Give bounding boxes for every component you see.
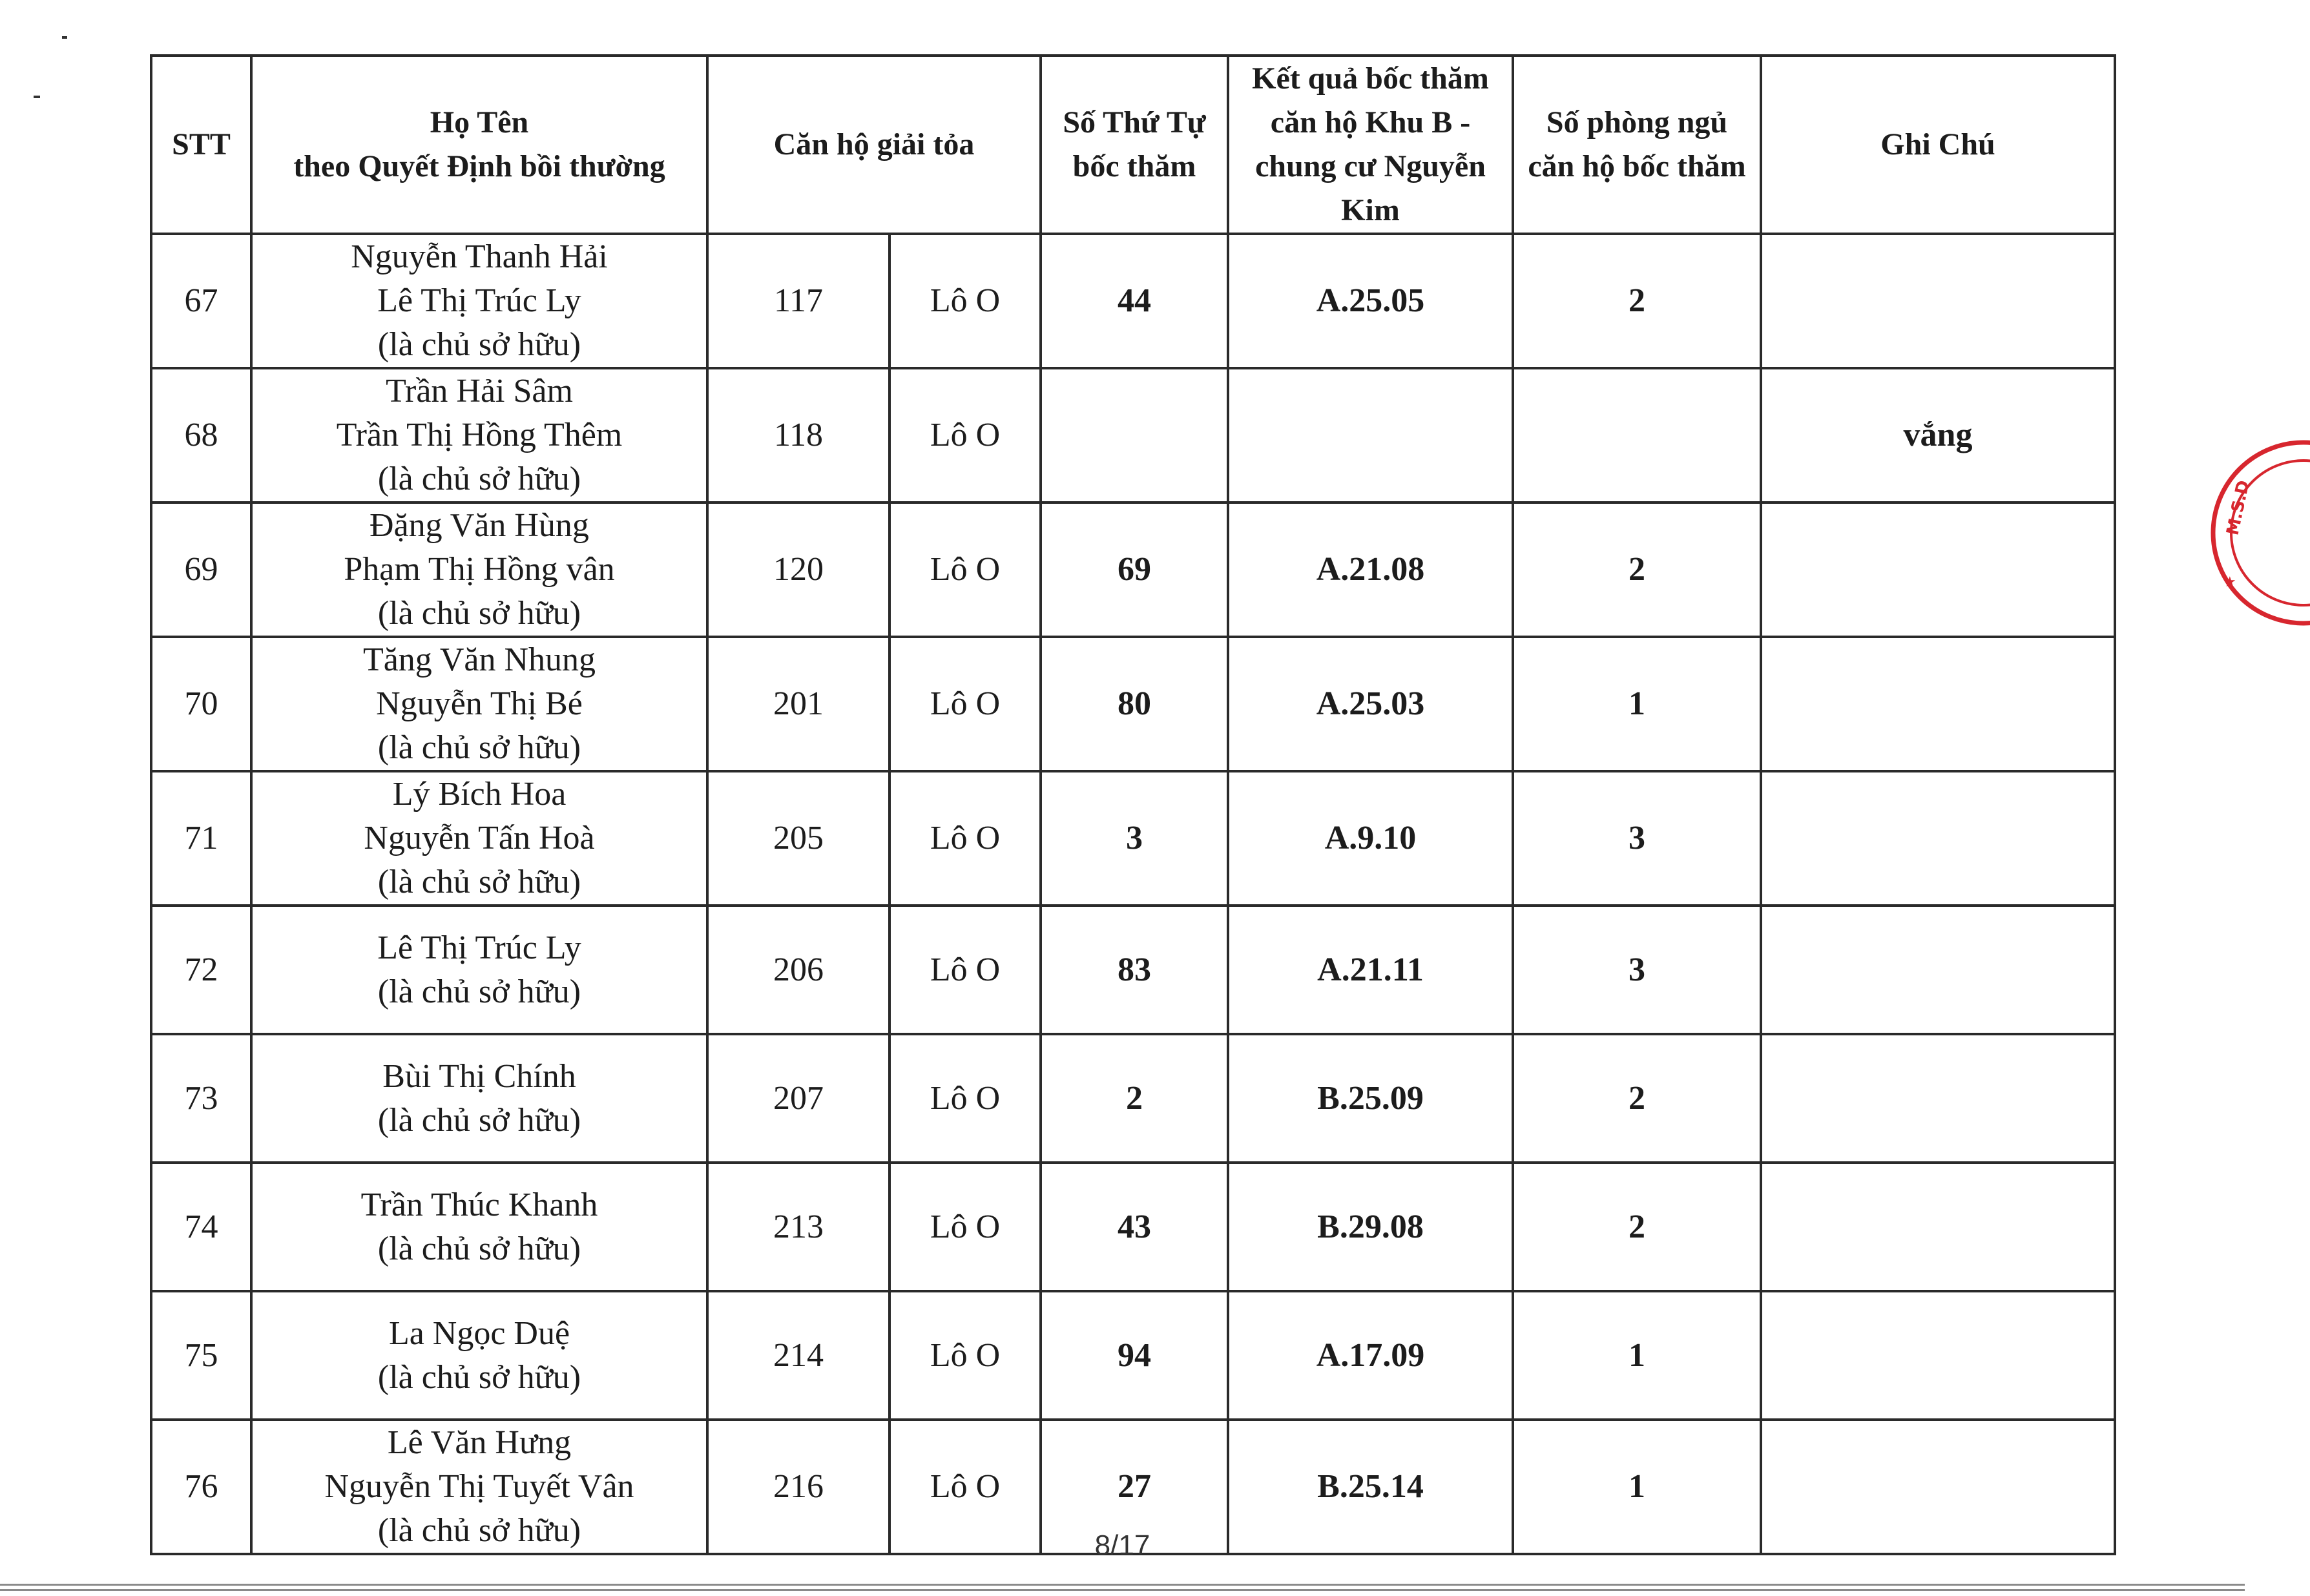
table-row bbox=[151, 1291, 2115, 1420]
owner-name-line: Trần Thị Hồng Thêm bbox=[336, 417, 623, 453]
owner-name-line: (là chủ sở hữu) bbox=[377, 1358, 581, 1396]
cell-note bbox=[1761, 906, 2115, 1034]
cell-name bbox=[251, 368, 707, 503]
cell-note bbox=[1761, 234, 2115, 368]
owner-name-line: Lý Bích Hoa bbox=[392, 776, 567, 813]
owner-name-line: La Ngọc Duệ bbox=[388, 1314, 570, 1352]
owner-name-line: Lê Văn Hưng bbox=[387, 1424, 572, 1461]
owner-name-line: (là chủ sở hữu) bbox=[377, 595, 581, 632]
owner-name-line: (là chủ sở hữu) bbox=[377, 973, 581, 1010]
cell-stt: 69 bbox=[151, 503, 251, 637]
cell-bedrooms: 3 bbox=[1513, 906, 1761, 1034]
header-name bbox=[251, 56, 707, 234]
bottom-rule bbox=[0, 1589, 2245, 1591]
cell-bedrooms: 2 bbox=[1513, 1163, 1761, 1291]
owner-name-line: Lê Thị Trúc Ly bbox=[377, 929, 581, 966]
table-row bbox=[151, 771, 2115, 906]
cell-bedrooms: 1 bbox=[1513, 637, 1761, 771]
cell-draw-order: 94 bbox=[1041, 1291, 1228, 1420]
cell-stt: 72 bbox=[151, 906, 251, 1034]
cell-bedrooms: 2 bbox=[1513, 234, 1761, 368]
scan-mark bbox=[34, 96, 40, 98]
cell-note bbox=[1761, 1291, 2115, 1420]
owner-name-line: Đặng Văn Hùng bbox=[369, 507, 589, 544]
cell-block: Lô O bbox=[890, 906, 1041, 1034]
cell-block: Lô O bbox=[890, 771, 1041, 906]
owner-name-line: Bùi Thị Chính bbox=[382, 1057, 576, 1095]
seal-text: M.S.D bbox=[2223, 479, 2254, 537]
cell-note bbox=[1761, 1034, 2115, 1163]
table-row bbox=[151, 1034, 2115, 1163]
cell-name bbox=[251, 1034, 707, 1163]
cell-draw-order: 83 bbox=[1041, 906, 1228, 1034]
cell-stt: 67 bbox=[151, 234, 251, 368]
cell-draw-order: 69 bbox=[1041, 503, 1228, 637]
cell-note: vắng bbox=[1761, 368, 2115, 503]
table-row bbox=[151, 906, 2115, 1034]
resettlement-draw-table bbox=[150, 54, 2116, 1555]
cell-block: Lô O bbox=[890, 368, 1041, 503]
cell-draw-order: 2 bbox=[1041, 1034, 1228, 1163]
cell-name bbox=[251, 637, 707, 771]
cell-draw-result bbox=[1228, 368, 1513, 503]
owner-name-line: (là chủ sở hữu) bbox=[377, 1512, 581, 1549]
header-note: Ghi Chú bbox=[1761, 56, 2115, 234]
cell-stt: 71 bbox=[151, 771, 251, 906]
cell-draw-result: A.9.10 bbox=[1228, 771, 1513, 906]
cell-block: Lô O bbox=[890, 503, 1041, 637]
cell-stt: 70 bbox=[151, 637, 251, 771]
cell-name bbox=[251, 1163, 707, 1291]
table-row bbox=[151, 368, 2115, 503]
table-row bbox=[151, 503, 2115, 637]
cell-name bbox=[251, 503, 707, 637]
cell-block: Lô O bbox=[890, 1420, 1041, 1554]
cell-note bbox=[1761, 503, 2115, 637]
cell-note bbox=[1761, 1163, 2115, 1291]
owner-name-line: (là chủ sở hữu) bbox=[377, 461, 581, 497]
header-stt: STT bbox=[151, 56, 251, 234]
cell-block: Lô O bbox=[890, 1291, 1041, 1420]
cell-draw-result: A.25.03 bbox=[1228, 637, 1513, 771]
cell-unit: 205 bbox=[707, 771, 890, 906]
bottom-rule bbox=[0, 1584, 2245, 1586]
cell-unit: 117 bbox=[707, 234, 890, 368]
cell-unit: 216 bbox=[707, 1420, 890, 1554]
header-draw-result: Kết quả bốc thăm căn hộ Khu B - chung cư Nguyễn Kim bbox=[1228, 56, 1513, 234]
cell-draw-order: 44 bbox=[1041, 234, 1228, 368]
cell-bedrooms: 1 bbox=[1513, 1420, 1761, 1554]
cell-block: Lô O bbox=[890, 637, 1041, 771]
cell-unit: 206 bbox=[707, 906, 890, 1034]
cell-bedrooms bbox=[1513, 368, 1761, 503]
owner-name-line: (là chủ sở hữu) bbox=[377, 1230, 581, 1267]
cell-draw-order: 3 bbox=[1041, 771, 1228, 906]
official-seal-icon bbox=[2194, 426, 2310, 639]
owner-name-line: Trần Hải Sâm bbox=[386, 373, 573, 409]
cell-draw-result: A.21.08 bbox=[1228, 503, 1513, 637]
header-apartment: Căn hộ giải tỏa bbox=[707, 56, 1041, 234]
cell-bedrooms: 2 bbox=[1513, 503, 1761, 637]
cell-bedrooms: 2 bbox=[1513, 1034, 1761, 1163]
table-row bbox=[151, 637, 2115, 771]
header-row bbox=[151, 56, 2115, 234]
cell-stt: 76 bbox=[151, 1420, 251, 1554]
cell-draw-result: A.25.05 bbox=[1228, 234, 1513, 368]
cell-unit: 120 bbox=[707, 503, 890, 637]
header-bedrooms: Số phòng ngủ căn hộ bốc thăm bbox=[1513, 56, 1761, 234]
page-number: 8/17 bbox=[1094, 1529, 1150, 1561]
cell-block: Lô O bbox=[890, 1034, 1041, 1163]
owner-name-line: Nguyễn Tấn Hoà bbox=[364, 820, 595, 856]
table-row bbox=[151, 1163, 2115, 1291]
cell-draw-result: A.21.11 bbox=[1228, 906, 1513, 1034]
cell-draw-order: 80 bbox=[1041, 637, 1228, 771]
cell-unit: 207 bbox=[707, 1034, 890, 1163]
header-draw-order: Số Thứ Tự bốc thăm bbox=[1041, 56, 1228, 234]
cell-stt: 68 bbox=[151, 368, 251, 503]
seal-star-icon: ★ bbox=[2223, 574, 2236, 590]
cell-draw-result: A.17.09 bbox=[1228, 1291, 1513, 1420]
cell-block: Lô O bbox=[890, 234, 1041, 368]
owner-name-line: Nguyễn Thanh Hải bbox=[351, 238, 608, 275]
cell-stt: 74 bbox=[151, 1163, 251, 1291]
header-name-line2: theo Quyết Định bồi thường bbox=[293, 149, 665, 183]
cell-name bbox=[251, 234, 707, 368]
cell-bedrooms: 3 bbox=[1513, 771, 1761, 906]
cell-note bbox=[1761, 771, 2115, 906]
cell-draw-order: 27 bbox=[1041, 1420, 1228, 1554]
cell-draw-order bbox=[1041, 368, 1228, 503]
cell-unit: 201 bbox=[707, 637, 890, 771]
cell-draw-order: 43 bbox=[1041, 1163, 1228, 1291]
table-body bbox=[151, 234, 2115, 1554]
owner-name-line: Phạm Thị Hồng vân bbox=[344, 551, 615, 588]
cell-draw-result: B.25.14 bbox=[1228, 1420, 1513, 1554]
cell-block: Lô O bbox=[890, 1163, 1041, 1291]
cell-unit: 214 bbox=[707, 1291, 890, 1420]
cell-unit: 118 bbox=[707, 368, 890, 503]
cell-stt: 73 bbox=[151, 1034, 251, 1163]
owner-name-line: (là chủ sở hữu) bbox=[377, 326, 581, 363]
scan-mark bbox=[62, 36, 67, 39]
cell-note bbox=[1761, 637, 2115, 771]
owner-name-line: Nguyễn Thị Bé bbox=[376, 685, 583, 722]
cell-unit: 213 bbox=[707, 1163, 890, 1291]
table-row bbox=[151, 234, 2115, 368]
owner-name-line: (là chủ sở hữu) bbox=[377, 864, 581, 900]
owner-name-line: Nguyễn Thị Tuyết Vân bbox=[324, 1468, 634, 1505]
header-name-line1: Họ Tên bbox=[430, 105, 529, 140]
owner-name-line: (là chủ sở hữu) bbox=[377, 1101, 581, 1139]
cell-bedrooms: 1 bbox=[1513, 1291, 1761, 1420]
cell-draw-result: B.29.08 bbox=[1228, 1163, 1513, 1291]
cell-stt: 75 bbox=[151, 1291, 251, 1420]
cell-name bbox=[251, 906, 707, 1034]
cell-name bbox=[251, 771, 707, 906]
owner-name-line: Trần Thúc Khanh bbox=[360, 1186, 598, 1223]
cell-draw-result: B.25.09 bbox=[1228, 1034, 1513, 1163]
owner-name-line: Tăng Văn Nhung bbox=[362, 641, 596, 678]
cell-name bbox=[251, 1291, 707, 1420]
owner-name-line: (là chủ sở hữu) bbox=[377, 729, 581, 766]
owner-name-line: Lê Thị Trúc Ly bbox=[377, 282, 581, 319]
